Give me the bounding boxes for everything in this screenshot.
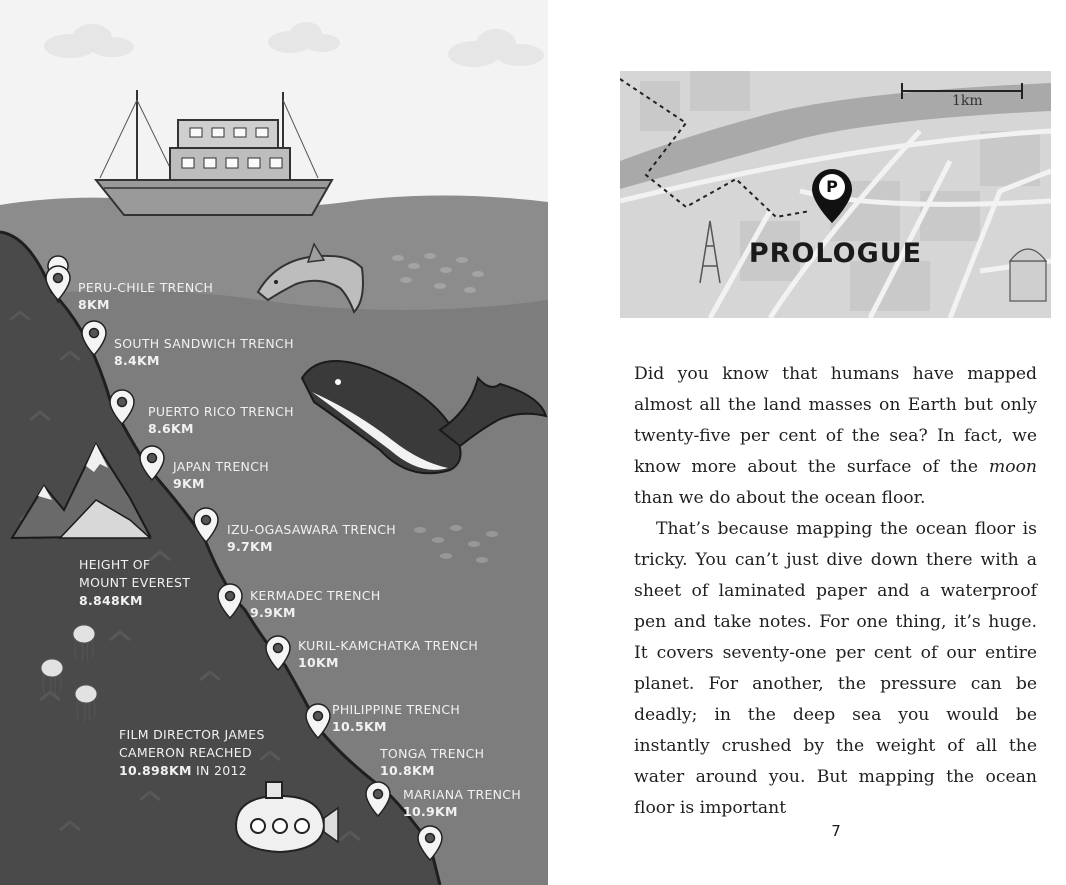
trench-depth: 8KM (78, 297, 110, 312)
trench-depth: 8.6KM (148, 421, 194, 436)
cameron-suffix: IN 2012 (196, 763, 247, 778)
trench-label-kuril-kamchatka (298, 637, 478, 671)
trench-depth: 9.9KM (250, 605, 296, 620)
page-number: 7 (831, 822, 841, 840)
map-scale-label: 1km (952, 93, 983, 109)
trench-name: TONGA TRENCH (380, 746, 485, 761)
trench-name: PHILIPPINE TRENCH (332, 702, 461, 717)
everest-value: 8.848KM (79, 593, 143, 608)
trench-name: MARIANA TRENCH (403, 787, 522, 802)
cameron-line2: CAMERON REACHED (119, 745, 252, 760)
trench-name: IZU-OGASAWARA TRENCH (227, 522, 396, 537)
trench-depth: 8.4KM (114, 353, 160, 368)
trench-name: SOUTH SANDWICH TRENCH (114, 336, 294, 351)
map-marker-letter: P (826, 177, 838, 196)
trench-label-japan (173, 458, 269, 492)
trench-label-philippine (332, 701, 460, 735)
trench-depth: 10.5KM (332, 719, 387, 734)
trench-label-south-sandwich (114, 335, 294, 369)
paragraph-1: Did you know that humans have mapped almost all the land masses on Earth but only twenty-five per cent of the sea? In fact, we know more about the surface of the moon than we do about the ocean floor. (634, 364, 1037, 508)
cameron-annotation (119, 726, 265, 780)
trench-name: KURIL-KAMCHATKA TRENCH (298, 638, 479, 653)
trench-label-kermadec (250, 587, 381, 621)
trench-depth: 10.9KM (403, 804, 458, 819)
body-text (634, 359, 1037, 824)
trench-name: PUERTO RICO TRENCH (148, 404, 294, 419)
trench-depth: 10KM (298, 655, 339, 670)
trench-label-mariana (403, 786, 521, 820)
trench-name: KERMADEC TRENCH (250, 588, 381, 603)
trench-name: PERU-CHILE TRENCH (78, 280, 214, 295)
everest-line1: HEIGHT OF (79, 557, 151, 572)
trench-name: JAPAN TRENCH (173, 459, 269, 474)
paragraph-2: That’s because mapping the ocean floor is tricky. You can’t just dive down there with a sheet of laminated paper and a waterproof pen and take notes. For one thing, it’s huge. It covers seventy-one per cent of our entire planet. For another, the pressure can be deadly; in the deep sea you would be instantly crushed by the weight of all the water around you. But mapping the ocean floor is important (634, 519, 1037, 818)
text-page (548, 0, 1066, 885)
trench-depth: 10.8KM (380, 763, 435, 778)
trench-depth: 9KM (173, 476, 205, 491)
trench-label-puerto-rico (148, 403, 294, 437)
emphasis-moon: moon (988, 457, 1037, 477)
cameron-value: 10.898KM (119, 763, 192, 778)
trench-label-peru-chile (78, 279, 213, 313)
everest-annotation (79, 556, 190, 610)
everest-line2: MOUNT EVEREST (79, 575, 191, 590)
chapter-title: PROLOGUE (748, 238, 923, 269)
cameron-line1: FILM DIRECTOR JAMES (119, 727, 265, 742)
trench-label-izu-ogasawara (227, 521, 396, 555)
trench-label-tonga (380, 745, 484, 779)
chapter-map (620, 71, 1051, 318)
trench-depth: 9.7KM (227, 539, 273, 554)
